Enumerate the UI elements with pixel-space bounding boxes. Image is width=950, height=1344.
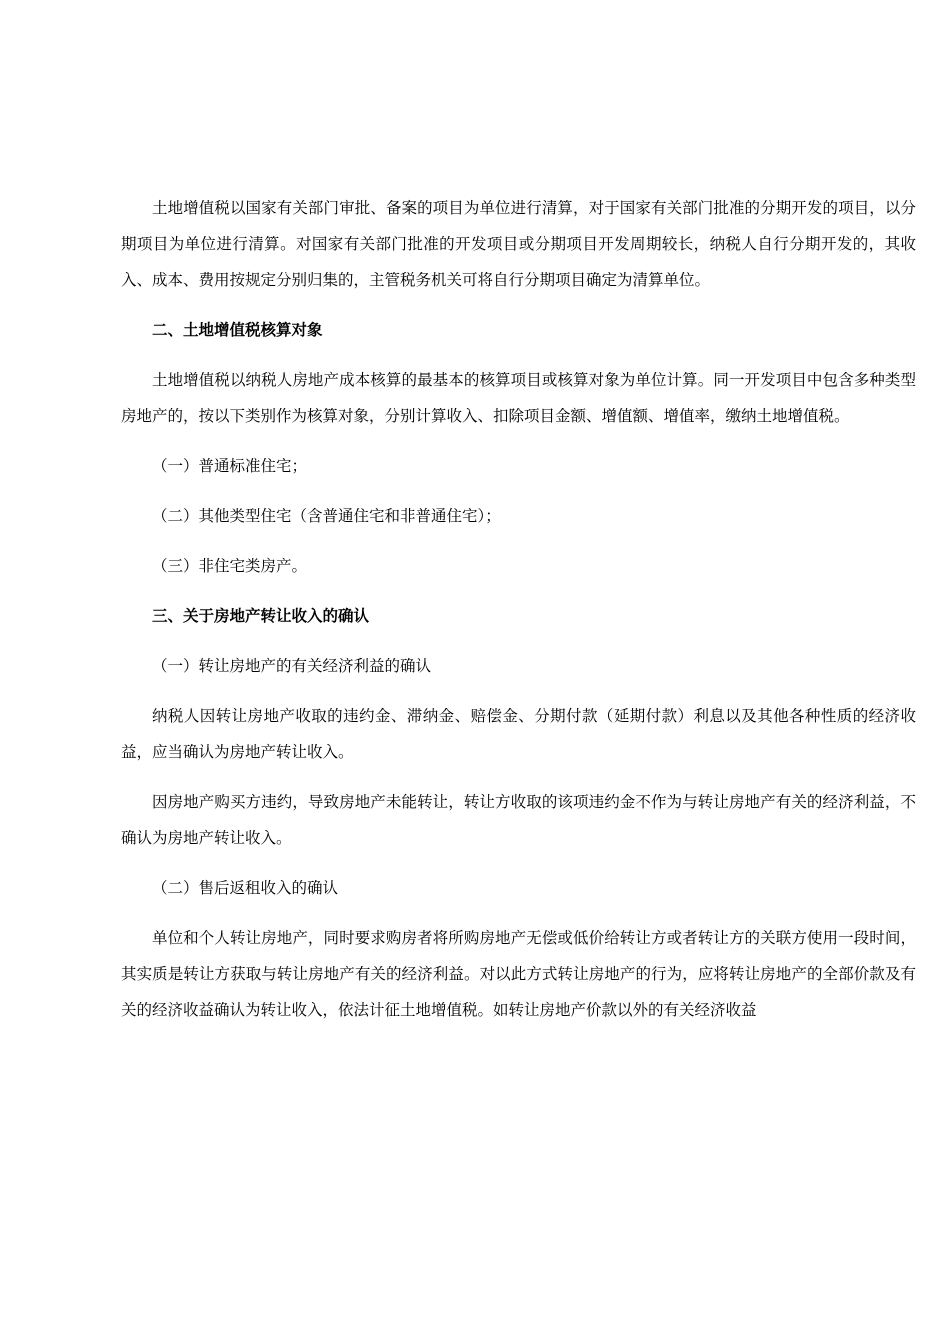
paragraph-leaseback: 单位和个人转让房地产，同时要求购房者将所购房地产无偿或低价给转让方或者转让方的关联方使用一段时间，其实质是转让方获取与转让房地产有关的经济利益。对以此方式转让房地产的行为，应将转让房地产的全部价款及有关的经济收益确认为转让收入，依法计征土地增值税。如转让房地产价款以外的有关经济收益: [121, 929, 916, 1019]
paragraph-clearing-unit: 土地增值税以国家有关部门审批、备案的项目为单位进行清算，对于国家有关部门批准的分期开发的项目，以分期项目为单位进行清算。对国家有关部门批准的开发项目或分期项目开发周期较长，纳税人自行分期开发的，其收入、成本、费用按规定分别归集的，主管税务机关可将自行分期项目确定为清算单位。: [121, 199, 916, 289]
section-heading-income-recognition: 三、关于房地产转让收入的确认: [152, 606, 370, 625]
document-body: [121, 190, 916, 1042]
subheading-economic-benefits: （一）转让房地产的有关经济利益的确认: [152, 657, 432, 675]
subheading-leaseback-income: （二）售后返租收入的确认: [152, 879, 339, 897]
list-item-standard-housing: （一）普通标准住宅；: [152, 457, 308, 475]
paragraph-penalty-income: 纳税人因转让房地产收取的违约金、滞纳金、赔偿金、分期付款（延期付款）利息以及其他各种性质的经济收益，应当确认为房地产转让收入。: [121, 707, 916, 761]
paragraph-accounting-object: 土地增值税以纳税人房地产成本核算的最基本的核算项目或核算对象为单位计算。同一开发项目中包含多种类型房地产的，按以下类别作为核算对象，分别计算收入、扣除项目金额、增值额、增值率，缴纳土地增值税。: [121, 371, 916, 425]
list-item-non-residential: （三）非住宅类房产。: [152, 557, 308, 575]
section-heading-accounting-object: 二、土地增值税核算对象: [152, 320, 323, 339]
list-item-other-housing: （二）其他类型住宅（含普通住宅和非普通住宅）；: [152, 507, 501, 525]
paragraph-buyer-default: 因房地产购买方违约，导致房地产未能转让，转让方收取的该项违约金不作为与转让房地产有关的经济利益，不确认为房地产转让收入。: [121, 793, 916, 847]
